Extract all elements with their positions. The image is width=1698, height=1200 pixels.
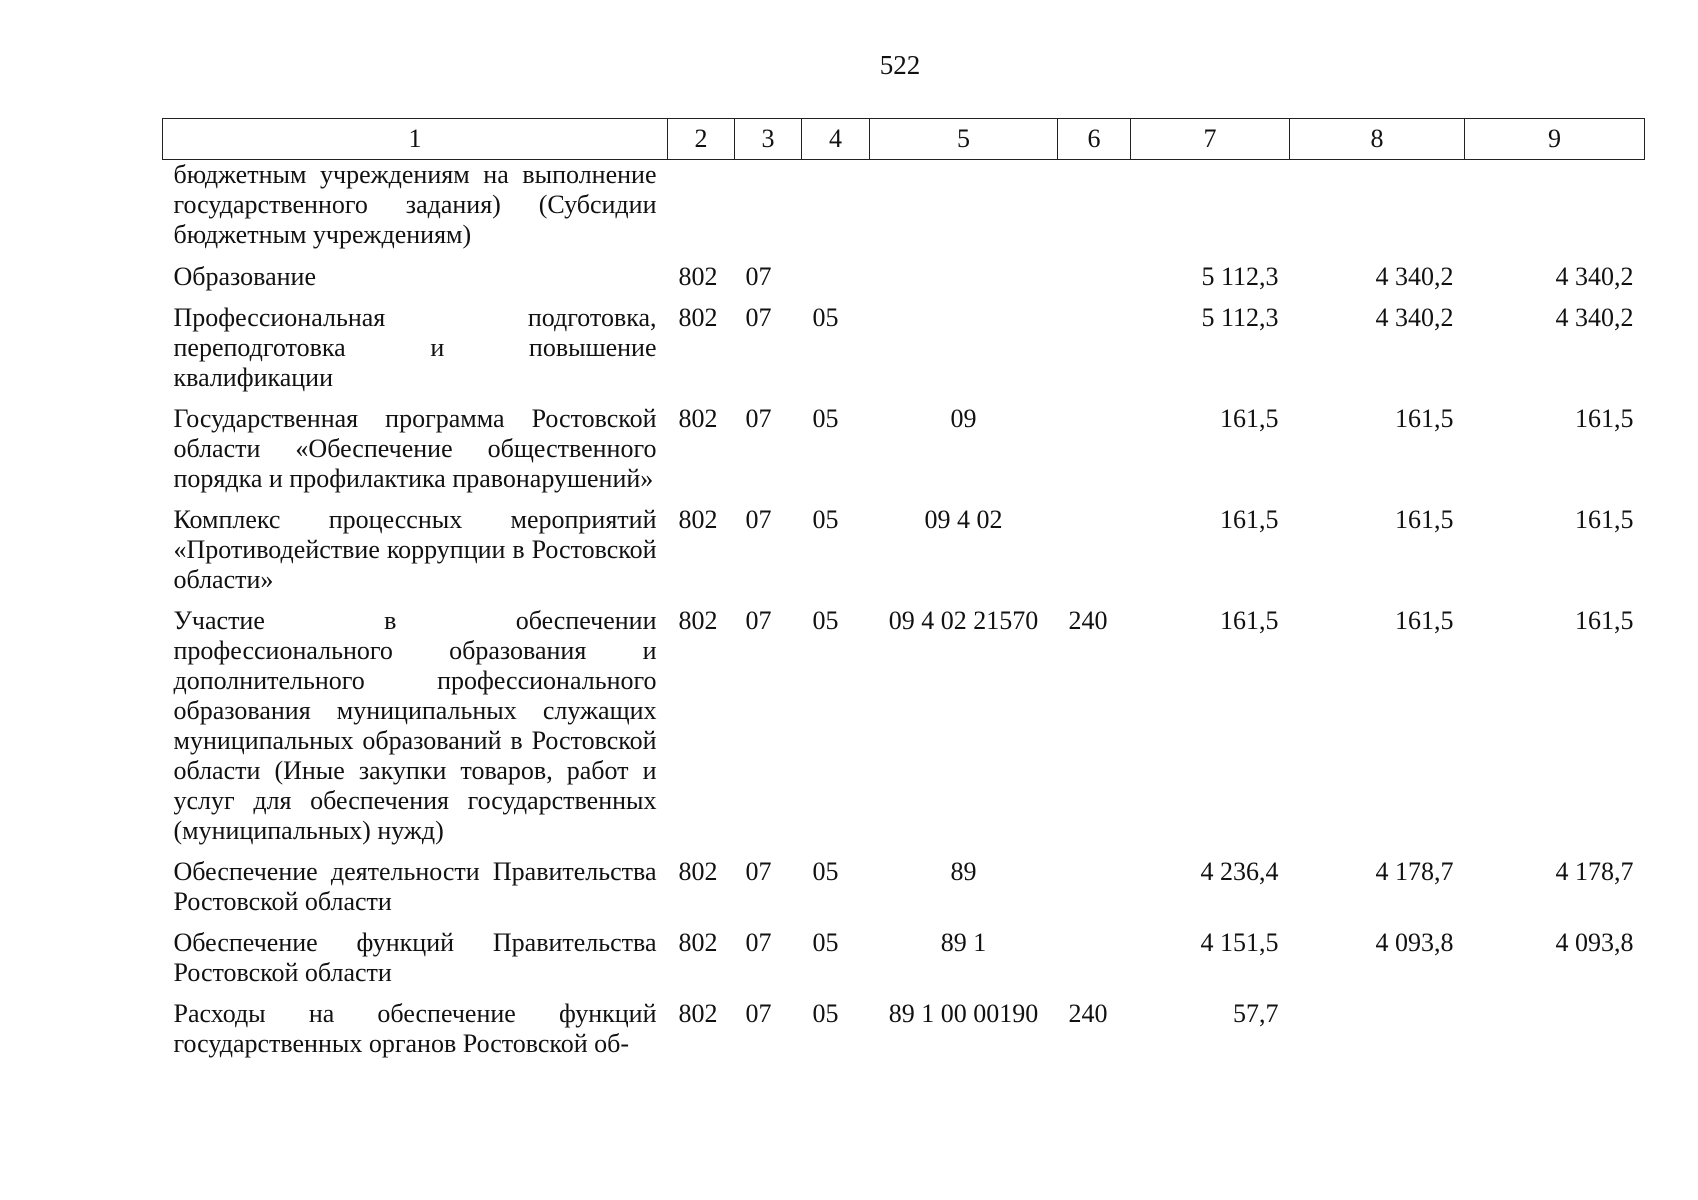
row-expense-type: 240 [1068,606,1108,635]
row-amount-3: 4 340,2 [1555,303,1634,332]
row-section [735,160,802,263]
row-name: Обеспечение деятельности Правительства Ростовской области [173,857,657,916]
row-amount-1 [1131,160,1290,263]
row-ministry: 802 [678,606,718,635]
row-expense-type [1058,857,1131,928]
row-expense-type [1058,404,1131,505]
table-row [163,928,1645,999]
header-cell: 9 [1465,119,1645,160]
row-amount-2: 4 093,8 [1375,928,1454,957]
row-target-article: 09 4 02 21570 [888,606,1039,635]
row-amount-2: 4 340,2 [1375,262,1454,291]
row-amount-3: 4 340,2 [1555,262,1634,291]
row-subsection: 05 [812,303,839,332]
header-cell: 7 [1131,119,1290,160]
row-expense-type [1058,303,1131,404]
header-cell: 5 [870,119,1058,160]
header-cell: 6 [1058,119,1131,160]
row-amount-1: 4 236,4 [1200,857,1279,886]
row-ministry: 802 [678,857,718,886]
row-subsection: 05 [812,928,839,957]
row-target-article: 09 4 02 [924,505,1003,534]
row-subsection [802,262,870,303]
row-amount-3: 161,5 [1575,404,1634,433]
row-amount-1: 161,5 [1220,606,1279,635]
row-section: 07 [745,999,772,1028]
row-name: Обеспечение функций Правительства Ростовской области [173,928,657,987]
row-subsection: 05 [812,505,839,534]
row-name: Комплекс процессных мероприятий «Противодействие коррупции в Ростовской области» [173,505,657,594]
table-row [163,857,1645,928]
row-target-article: 89 1 00 00190 [888,999,1039,1028]
table-row [163,160,1645,263]
row-section: 07 [745,404,772,433]
header-cell: 4 [802,119,870,160]
row-expense-type [1058,160,1131,263]
row-subsection: 05 [812,606,839,635]
table-row [163,262,1645,303]
row-target-article [870,262,1058,303]
row-amount-1: 161,5 [1220,505,1279,534]
row-amount-1: 5 112,3 [1201,262,1279,291]
table-row [163,303,1645,404]
row-section: 07 [745,857,772,886]
row-ministry: 802 [678,404,718,433]
row-section: 07 [745,262,772,291]
row-subsection: 05 [812,857,839,886]
table-row [163,606,1645,857]
row-name: бюджетным учреждениям на выполнение государственного задания) (Субсидии бюджетным учреждениям) [173,160,657,249]
row-expense-type [1058,928,1131,999]
row-ministry: 802 [678,262,718,291]
row-ministry: 802 [678,303,718,332]
table-row [163,404,1645,505]
row-amount-3: 4 178,7 [1555,857,1634,886]
row-amount-2: 161,5 [1395,404,1454,433]
row-ministry: 802 [678,928,718,957]
row-amount-1: 5 112,3 [1201,303,1279,332]
row-target-article: 09 [950,404,977,433]
row-target-article [870,160,1058,263]
header-cell: 8 [1290,119,1465,160]
row-amount-3 [1465,160,1645,263]
row-subsection: 05 [812,999,839,1028]
row-subsection: 05 [812,404,839,433]
row-name: Участие в обеспечении профессионального образования и дополнительного профессионального образования муниципальных служащих муниципальных образований в Ростовской области (Иные закупки товаров, работ и услуг для обеспечения государственных (муниципальных) нужд) [173,606,657,845]
row-section: 07 [745,505,772,534]
row-amount-2 [1290,999,1465,1070]
row-amount-3: 161,5 [1575,606,1634,635]
table-row [163,999,1645,1070]
row-expense-type [1058,262,1131,303]
row-name: Образование [173,262,317,291]
row-amount-1: 161,5 [1220,404,1279,433]
row-target-article: 89 [950,857,977,886]
row-amount-2: 4 340,2 [1375,303,1454,332]
header-row [163,119,1645,160]
row-amount-2 [1290,160,1465,263]
header-cell: 1 [163,119,668,160]
row-target-article: 89 1 [940,928,987,957]
row-name: Государственная программа Ростовской области «Обеспечение общественного порядка и профилактика правонарушений» [173,404,657,493]
header-cell: 2 [668,119,735,160]
row-target-article [870,303,1058,404]
row-name: Профессиональная подготовка, переподготовка и повышение квалификации [173,303,657,392]
row-section: 07 [745,303,772,332]
header-cell: 3 [735,119,802,160]
row-ministry [668,160,735,263]
row-expense-type: 240 [1068,999,1108,1028]
row-amount-2: 4 178,7 [1375,857,1454,886]
page-number: 522 [879,50,921,80]
row-amount-2: 161,5 [1395,505,1454,534]
row-amount-1: 57,7 [1233,999,1279,1028]
row-section: 07 [745,928,772,957]
row-expense-type [1058,505,1131,606]
row-amount-3: 4 093,8 [1555,928,1634,957]
row-amount-3 [1465,999,1645,1070]
row-amount-3: 161,5 [1575,505,1634,534]
row-ministry: 802 [678,505,718,534]
row-ministry: 802 [678,999,718,1028]
row-section: 07 [745,606,772,635]
row-amount-1: 4 151,5 [1200,928,1279,957]
table-row [163,505,1645,606]
budget-table [162,118,1645,1070]
row-subsection [802,160,870,263]
row-name: Расходы на обеспечение функций государственных органов Ростовской об- [173,999,657,1058]
row-amount-2: 161,5 [1395,606,1454,635]
